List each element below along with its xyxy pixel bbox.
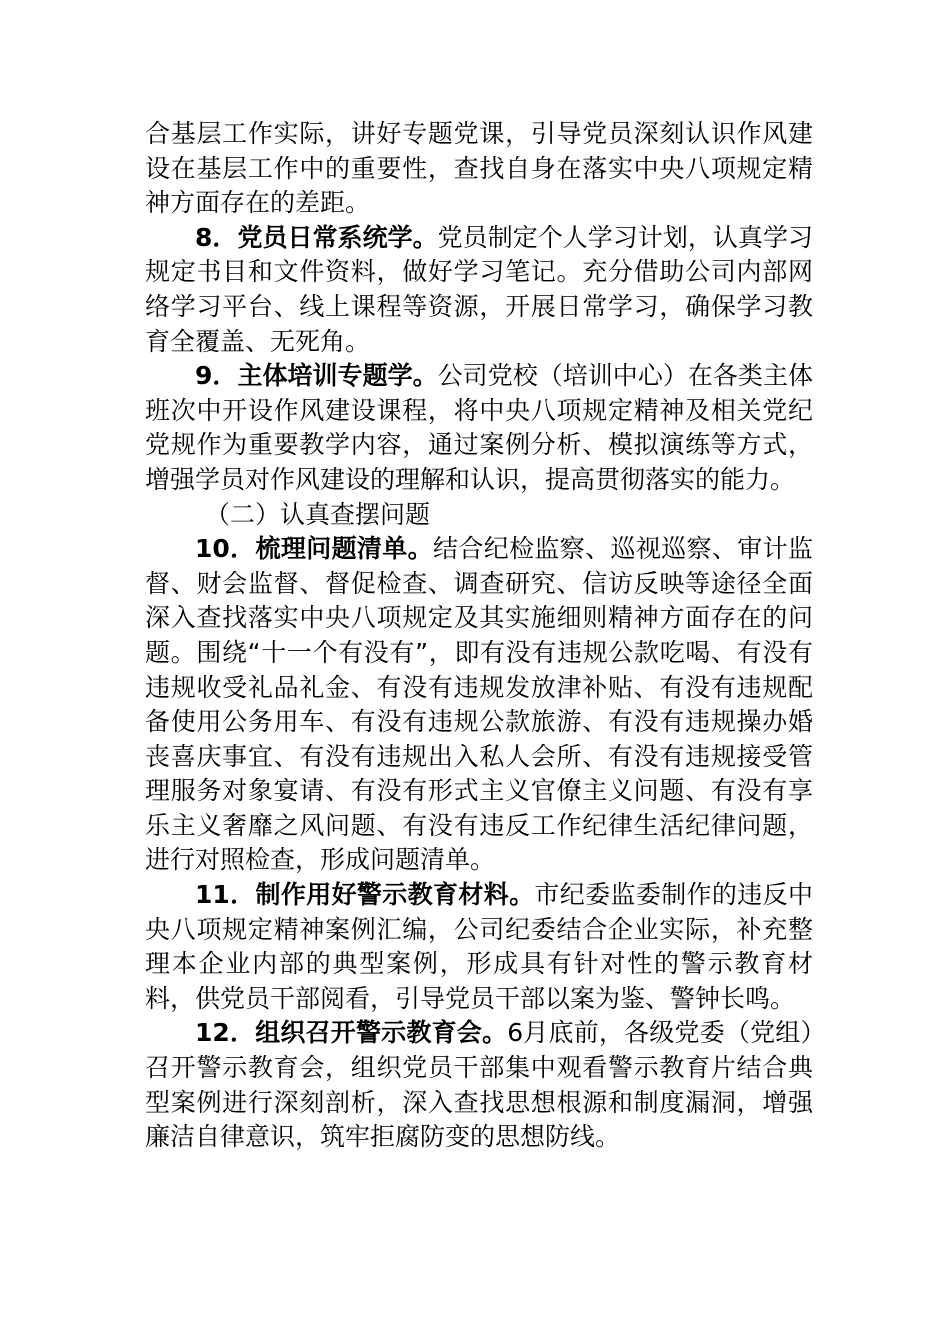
- item-heading: 12．组织召开警示教育会。: [195, 1018, 508, 1048]
- document-body: [145, 117, 813, 1155]
- paragraph-item-11: [145, 878, 813, 1016]
- item-heading: 10．梳理问题清单。: [195, 534, 433, 564]
- paragraph-text: 市纪委监委制作的违反中央八项规定精神案例汇编，公司纪委结合企业实际，补充整理本企业内部的典型案例，形成具有针对性的警示教育材料，供党员干部阅看，引导党员干部以案为鉴、警钟长鸣。: [145, 880, 813, 1013]
- paragraph-text: 合基层工作实际，讲好专题党课，引导党员深刻认识作风建设在基层工作中的重要性，查找自身在落实中央八项规定精神方面存在的差距。: [145, 119, 813, 218]
- paragraph-item-9: [145, 359, 813, 497]
- item-heading: 11．制作用好警示教育材料。: [195, 880, 535, 910]
- paragraph-item-10: [145, 532, 813, 878]
- paragraph-item-12: [145, 1016, 813, 1154]
- paragraph-text: 6月底前，各级党委（党组）召开警示教育会，组织党员干部集中观看警示教育片结合典型案例进行深刻剖析，深入查找思想根源和制度漏洞，增强廉洁自律意识，筑牢拒腐防变的思想防线。: [145, 1018, 813, 1152]
- paragraph-text: 结合纪检监察、巡视巡察、审计监督、财会监督、督促检查、调查研究、信访反映等途径全面深入查找落实中央八项规定及其实施细则精神方面存在的问题。围绕“十一个有没有”，即有没有违规公款吃喝、有没有违规收受礼品礼金、有没有违规发放津补贴、有没有违规配备使用公务用车、有没有违规公款旅游、有没有违规操办婚丧喜庆事宜、有没有违规出入私人会所、有没有违规接受管理服务对象宴请、有没有形式主义官僚主义问题、有没有享乐主义奢靡之风问题、有没有违反工作纪律生活纪律问题，进行对照检查，形成问题清单。: [145, 534, 813, 875]
- paragraph-item-8: [145, 221, 813, 359]
- item-heading: 9．主体培训专题学。: [195, 361, 438, 391]
- subheading-text: （二）认真查摆问题: [205, 499, 431, 529]
- section-subheading: [145, 498, 813, 533]
- item-heading: 8．党员日常系统学。: [195, 222, 438, 252]
- paragraph-continuation: [145, 117, 813, 221]
- paragraph-text: 党员制定个人学习计划，认真学习规定书目和文件资料，做好学习笔记。充分借助公司内部网络学习平台、线上课程等资源，开展日常学习，确保学习教育全覆盖、无死角。: [145, 222, 813, 356]
- paragraph-text: 公司党校（培训中心）在各类主体班次中开设作风建设课程，将中央八项规定精神及相关党纪党规作为重要教学内容，通过案例分析、模拟演练等方式，增强学员对作风建设的理解和认识，提高贯彻落实的能力。: [145, 361, 813, 494]
